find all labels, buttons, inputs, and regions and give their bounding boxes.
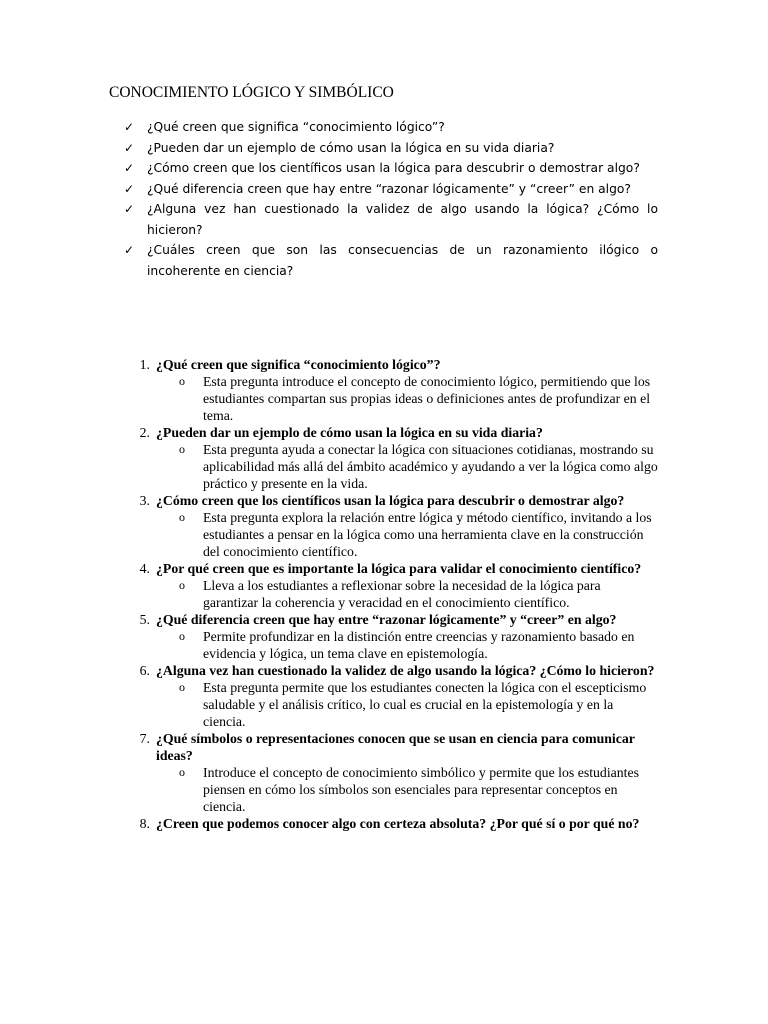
question-note: [156, 679, 659, 730]
numbered-question-item: [129, 730, 659, 815]
question-note: [156, 373, 659, 424]
question-note: [156, 441, 659, 492]
checklist-item: [124, 158, 658, 179]
checklist-item-text: ¿Pueden dar un ejemplo de cómo usan la lógica en su vida diaria?: [147, 140, 555, 155]
numbered-question-item: [129, 560, 659, 611]
question-notes-list: [156, 373, 659, 424]
numbered-question-item: [129, 356, 659, 424]
question-text: ¿Qué creen que significa “conocimiento lógico”?: [156, 357, 441, 372]
document-title: CONOCIMIENTO LÓGICO Y SIMBÓLICO: [109, 84, 394, 101]
question-notes-list: [156, 577, 659, 611]
question-note-text: Lleva a los estudiantes a reflexionar sobre la necesidad de la lógica para garantizar la coherencia y veracidad en el conocimiento científico.: [203, 578, 601, 610]
checkmark-icon: ✓: [124, 120, 135, 134]
question-number: 5.: [139, 612, 150, 627]
question-number: 3.: [139, 493, 150, 508]
checkmark-icon: ✓: [124, 243, 135, 257]
question-note: [156, 764, 659, 815]
question-notes-list: [156, 441, 659, 492]
numbered-question-item: [129, 815, 659, 832]
checkmark-icon: ✓: [124, 161, 135, 175]
question-text: ¿Qué símbolos o representaciones conocen que se usan en ciencia para comunicar ideas?: [156, 731, 635, 763]
hollow-bullet-icon: o: [179, 765, 185, 779]
question-text: ¿Qué diferencia creen que hay entre “razonar lógicamente” y “creer” en algo?: [156, 612, 617, 627]
checklist-item: [124, 199, 658, 240]
question-number: 2.: [139, 425, 150, 440]
checklist-item-text: ¿Qué creen que significa “conocimiento lógico”?: [147, 120, 445, 134]
question-note-text: Introduce el concepto de conocimiento simbólico y permite que los estudiantes piensen en cómo los símbolos son esenciales para representar conceptos en ciencia.: [203, 765, 640, 814]
question-notes-list: [156, 764, 659, 815]
hollow-bullet-icon: o: [179, 629, 185, 643]
question-note: [156, 628, 659, 662]
checklist-item-text: ¿Qué diferencia creen que hay entre “razonar lógicamente” y “creer” en algo?: [147, 181, 631, 196]
question-note-text: Esta pregunta explora la relación entre lógica y método científico, invitando a los estudiantes a pensar en la lógica como una herramienta clave en la construcción del conocimiento científico.: [203, 510, 652, 559]
numbered-question-item: [129, 424, 659, 492]
question-text: ¿Alguna vez han cuestionado la validez de algo usando la lógica? ¿Cómo lo hicieron?: [156, 663, 655, 678]
checkmark-icon: ✓: [124, 202, 135, 216]
numbered-question-item: [129, 662, 659, 730]
question-note-text: Permite profundizar en la distinción entre creencias y razonamiento basado en evidencia y lógica, un tema clave en epistemología.: [203, 629, 635, 661]
checklist-item: [124, 179, 658, 200]
question-number: 6.: [139, 663, 150, 678]
checklist-item-text: ¿Cuáles creen que son las consecuencias de un razonamiento ilógico o incoherente en ciencia?: [147, 243, 658, 278]
question-note-text: Esta pregunta permite que los estudiantes conecten la lógica con el escepticismo saludable y el análisis crítico, lo cual es crucial en la epistemología y en la ciencia.: [203, 680, 647, 729]
question-text: ¿Creen que podemos conocer algo con certeza absoluta? ¿Por qué sí o por qué no?: [156, 816, 640, 831]
checklist-item: [124, 117, 658, 138]
hollow-bullet-icon: o: [179, 442, 185, 456]
question-note-text: Esta pregunta ayuda a conectar la lógica con situaciones cotidianas, mostrando su aplicabilidad más allá del ámbito académico y ayudando a ver la lógica como algo práctico y presente en la vida.: [203, 442, 658, 491]
question-number: 8.: [139, 816, 150, 831]
question-note-text: Esta pregunta introduce el concepto de conocimiento lógico, permitiendo que los estudiantes compartan sus propias ideas o definiciones antes de profundizar en el tema.: [203, 374, 651, 423]
question-note: [156, 509, 659, 560]
question-number: 7.: [139, 731, 150, 746]
checkmark-question-list: [124, 117, 658, 281]
question-note: [156, 577, 659, 611]
question-notes-list: [156, 509, 659, 560]
hollow-bullet-icon: o: [179, 374, 185, 388]
numbered-question-list: [129, 356, 659, 832]
question-notes-list: [156, 628, 659, 662]
hollow-bullet-icon: o: [179, 680, 185, 694]
question-text: ¿Por qué creen que es importante la lógica para validar el conocimiento científico?: [156, 561, 642, 576]
checklist-item: [124, 240, 658, 281]
hollow-bullet-icon: o: [179, 578, 185, 592]
hollow-bullet-icon: o: [179, 510, 185, 524]
question-text: ¿Pueden dar un ejemplo de cómo usan la lógica en su vida diaria?: [156, 425, 543, 440]
question-number: 4.: [139, 561, 150, 576]
checklist-item-text: ¿Alguna vez han cuestionado la validez de algo usando la lógica? ¿Cómo lo hicieron?: [147, 202, 658, 237]
question-number: 1.: [139, 357, 150, 372]
checkmark-icon: ✓: [124, 140, 135, 155]
question-notes-list: [156, 679, 659, 730]
numbered-question-item: [129, 492, 659, 560]
checklist-item-text: ¿Cómo creen que los científicos usan la lógica para descubrir o demostrar algo?: [147, 161, 640, 175]
question-text: ¿Cómo creen que los científicos usan la lógica para descubrir o demostrar algo?: [156, 493, 625, 508]
numbered-question-item: [129, 611, 659, 662]
checklist-item: [124, 138, 658, 159]
checkmark-icon: ✓: [124, 181, 135, 196]
